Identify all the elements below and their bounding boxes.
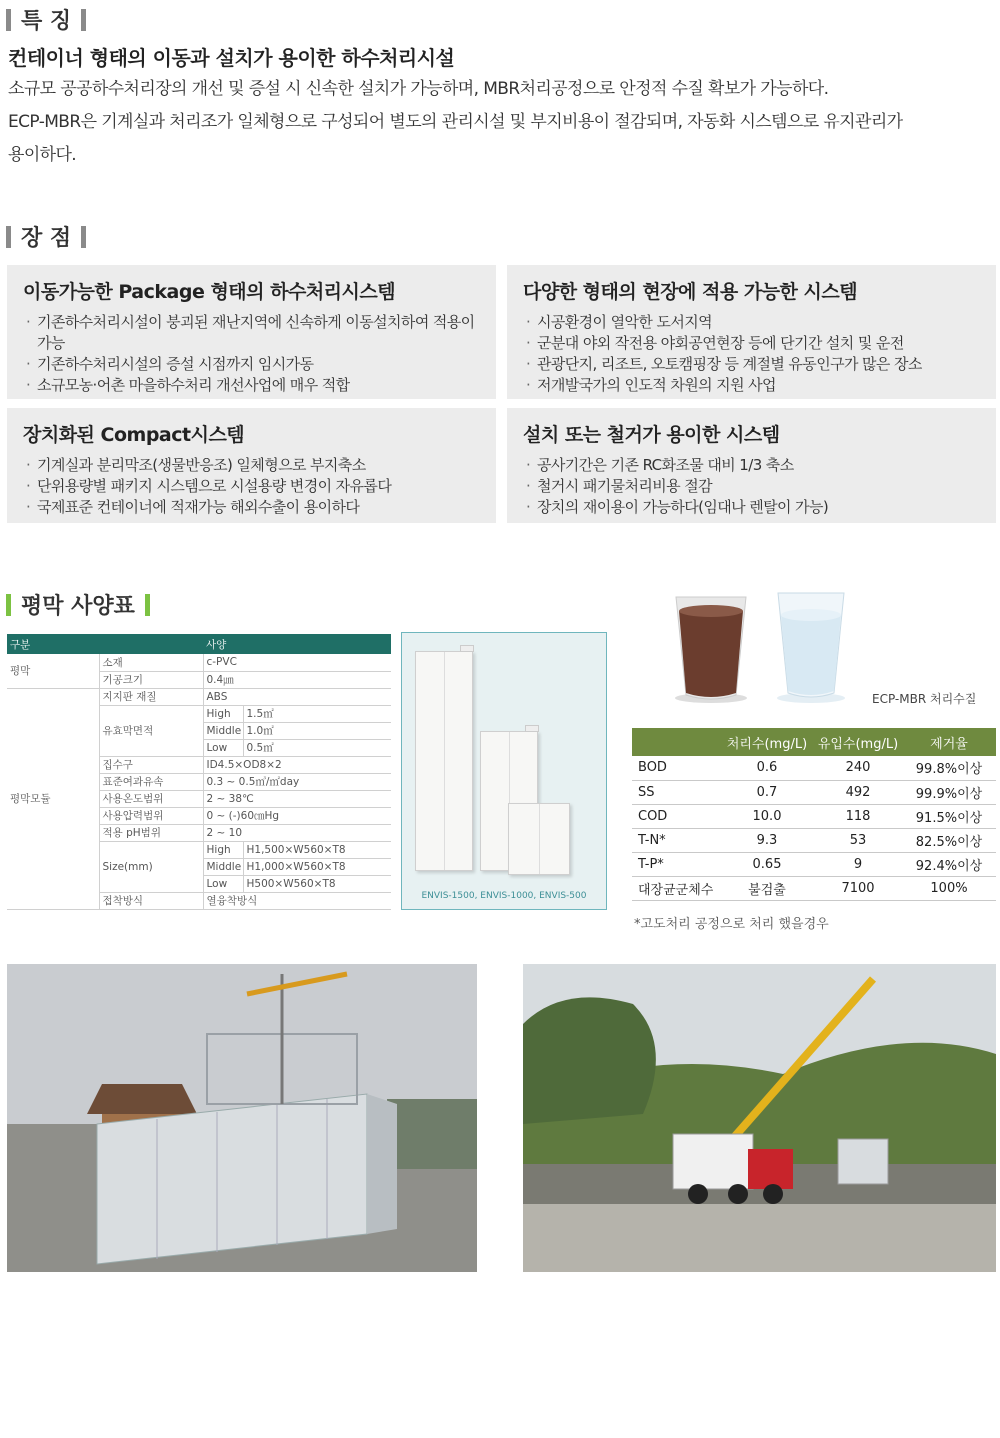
advantage-box-sites [507, 265, 996, 399]
spec-label: 표준여과유속 [99, 773, 203, 790]
advantages-heading [6, 221, 86, 252]
table-row [632, 804, 996, 828]
spec-sublabel: Low [203, 875, 243, 892]
advantage-box-package [7, 265, 496, 399]
table-row [632, 756, 996, 780]
quality-cell: 0.65 [720, 852, 814, 876]
table-row [7, 688, 391, 705]
quality-cell: 99.9%이상 [902, 780, 996, 804]
advantages-title: 장 점 [21, 226, 72, 251]
spec-sublabel: High [203, 705, 243, 722]
spec-value: 1.5㎡ [243, 705, 391, 722]
spec-label: 접착방식 [99, 892, 203, 909]
spec-label: 사용압력범위 [99, 807, 203, 824]
advantage-box-title: 다양한 형태의 현장에 적용 가능한 시스템 [523, 281, 858, 303]
installed-unit-photo [7, 964, 477, 1272]
spec-label: 기공크기 [99, 671, 203, 688]
quality-cell: 91.5%이상 [902, 804, 996, 828]
quality-cell: T-N* [632, 828, 720, 852]
crane-installation-photo [523, 964, 996, 1272]
quality-cell: BOD [632, 756, 720, 780]
quality-header [632, 728, 720, 756]
spec-value: ABS [203, 688, 391, 705]
table-row [632, 852, 996, 876]
advantage-box-install [507, 408, 996, 523]
advantage-box-compact [7, 408, 496, 523]
features-headline: 컨테이너 형태의 이동과 설치가 용이한 하수처리시설 [8, 46, 455, 70]
features-heading [6, 4, 86, 35]
membrane-panels-figure [401, 632, 607, 910]
spec-value: 2 ~ 10 [203, 824, 391, 841]
quality-cell: 118 [814, 804, 902, 828]
spec-value: 0.5㎡ [243, 739, 391, 756]
advantage-item: · 관광단지, 리조트, 오토캠핑장 등 계절별 유동인구가 많은 장소 [523, 354, 980, 375]
spec-sublabel: Middle [203, 722, 243, 739]
advantage-item: · 국제표준 컨테이너에 적재가능 해외수출이 용이하다 [23, 497, 480, 518]
table-row [632, 828, 996, 852]
heading-bar-left [6, 9, 11, 31]
spec-label: 소재 [99, 654, 203, 671]
table-row [7, 654, 391, 671]
spec-sublabel: High [203, 841, 243, 858]
heading-bar-left [6, 226, 11, 248]
quality-cell: 82.5%이상 [902, 828, 996, 852]
advantage-item: · 저개발국가의 인도적 차원의 지원 사업 [523, 375, 980, 396]
quality-cell: 240 [814, 756, 902, 780]
spec-group-membrane: 평막 [7, 654, 99, 688]
spec-label: 집수구 [99, 756, 203, 773]
quality-cell: 100% [902, 876, 996, 900]
quality-cell: COD [632, 804, 720, 828]
spec-label: 사용온도범위 [99, 790, 203, 807]
heading-bar-right [81, 9, 86, 31]
quality-header: 처리수(mg/L) [720, 728, 814, 756]
water-glasses-image [668, 585, 858, 705]
quality-cell: 92.4%이상 [902, 852, 996, 876]
table-row [632, 876, 996, 900]
spec-group-module: 평막모듈 [7, 688, 99, 909]
advantage-item: · 공사기간은 기존 RC화조물 대비 1/3 축소 [523, 455, 980, 476]
spec-value: ID4.5×OD8×2 [203, 756, 391, 773]
advantage-item: · 군분대 야외 작전용 야회공연현장 등에 단기간 설치 및 운전 [523, 333, 980, 354]
spec-value: 2 ~ 38℃ [203, 790, 391, 807]
spec-value: H500×W560×T8 [243, 875, 391, 892]
heading-bar-left [6, 594, 11, 616]
advantage-item: · 기존하수처리시설이 붕괴된 재난지역에 신속하게 이동설치하여 적용이 가능 [23, 312, 480, 354]
quality-table [632, 728, 996, 901]
quality-cell: 99.8%이상 [902, 756, 996, 780]
quality-footnote: *고도처리 공정으로 처리 했을경우 [634, 917, 829, 932]
quality-cell: 0.6 [720, 756, 814, 780]
spec-header-spec: 사양 [203, 634, 391, 654]
spec-value: 0.4㎛ [203, 671, 391, 688]
advantage-item: · 단위용량별 패키지 시스템으로 시설용량 변경이 자유롭다 [23, 476, 480, 497]
quality-cell: 9.3 [720, 828, 814, 852]
spec-label: 적용 pH범위 [99, 824, 203, 841]
quality-cell: 53 [814, 828, 902, 852]
advantage-item: · 시공환경이 열악한 도서지역 [523, 312, 980, 333]
advantage-item: · 소규모농·어촌 마을하수처리 개선사업에 매우 적합 [23, 375, 480, 396]
spec-sublabel: Low [203, 739, 243, 756]
panel-caption: ENVIS-1500, ENVIS-1000, ENVIS-500 [421, 891, 587, 901]
table-row [632, 780, 996, 804]
quality-caption: ECP-MBR 처리수질 [872, 692, 977, 706]
features-paragraph-1: 소규모 공공하수처리장의 개선 및 증설 시 신속한 설치가 가능하며, MBR처리공정으로 안정적 수질 확보가 가능하다. [8, 79, 829, 99]
spec-title: 평막 사양표 [21, 594, 135, 619]
advantage-item: · 장치의 재이용이 가능하다(임대나 렌탈이 가능) [523, 497, 980, 518]
spec-value: 0.3 ~ 0.5㎥/㎡day [203, 773, 391, 790]
spec-value: 0 ~ (-)60㎝Hg [203, 807, 391, 824]
quality-cell: T-P* [632, 852, 720, 876]
quality-cell: 492 [814, 780, 902, 804]
spec-label: 유효막면적 [99, 705, 203, 756]
spec-table [7, 634, 391, 910]
membrane-panel-large [415, 651, 473, 871]
quality-cell: 7100 [814, 876, 902, 900]
quality-cell: 9 [814, 852, 902, 876]
quality-header: 유입수(mg/L) [814, 728, 902, 756]
spec-header-row [7, 634, 391, 654]
features-paragraph-3: 용이하다. [8, 145, 77, 165]
membrane-panel-small [508, 803, 570, 875]
spec-label: Size(mm) [99, 841, 203, 892]
spec-value: 1.0㎡ [243, 722, 391, 739]
quality-header-row [632, 728, 996, 756]
quality-cell: 10.0 [720, 804, 814, 828]
advantage-item: · 기존하수처리시설의 증설 시점까지 임시가동 [23, 354, 480, 375]
heading-bar-right [145, 594, 150, 616]
advantage-item: · 철거시 패기물처리비용 절감 [523, 476, 980, 497]
spec-sublabel: Middle [203, 858, 243, 875]
quality-cell: 불검출 [720, 876, 814, 900]
quality-header: 제거율 [902, 728, 996, 756]
quality-cell: 0.7 [720, 780, 814, 804]
advantage-box-title: 설치 또는 철거가 용이한 시스템 [523, 424, 780, 446]
features-paragraph-2: ECP-MBR은 기계실과 처리조가 일체형으로 구성되어 별도의 관리시설 및 부지비용이 절감되며, 자동화 시스템으로 유지관리가 [8, 112, 903, 132]
quality-cell: SS [632, 780, 720, 804]
features-title: 특 징 [21, 9, 72, 34]
spec-heading [6, 589, 150, 620]
spec-value: H1,000×W560×T8 [243, 858, 391, 875]
spec-label: 지지판 재질 [99, 688, 203, 705]
spec-value: c-PVC [203, 654, 391, 671]
spec-header-category: 구분 [7, 634, 203, 654]
advantage-item: · 기계실과 분리막조(생물반응조) 일체형으로 부지축소 [23, 455, 480, 476]
spec-value: 열융착방식 [203, 892, 391, 909]
heading-bar-right [81, 226, 86, 248]
advantage-box-title: 이동가능한 Package 형태의 하수처리시스템 [23, 281, 396, 303]
spec-value: H1,500×W560×T8 [243, 841, 391, 858]
quality-cell: 대장균군체수 [632, 876, 720, 900]
advantage-box-title: 장치화된 Compact시스템 [23, 424, 245, 446]
